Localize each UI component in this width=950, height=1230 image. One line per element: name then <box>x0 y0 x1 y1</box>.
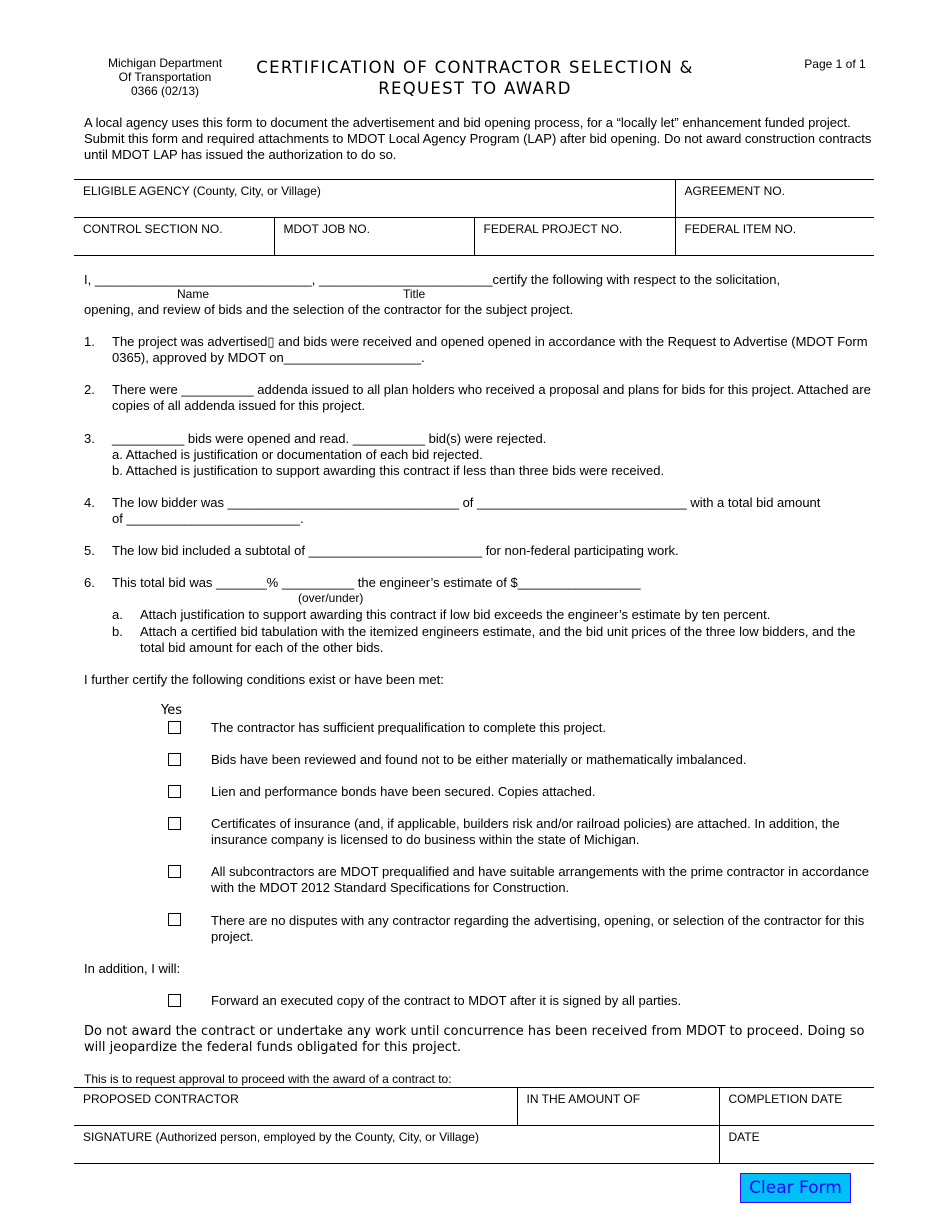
yes-column-label: Yes <box>161 703 182 718</box>
item-5-text: The low bid included a subtotal of ________________________ for non-federal participating work. <box>112 543 679 558</box>
contract-award-table <box>74 1087 874 1164</box>
agency-name-line2: Of Transportation <box>118 70 212 84</box>
condition-5-text: All subcontractors are MDOT prequalified and have suitable arrangements with the prime contractor in accordance with the MDOT 2012 Standard Specifications for Construction. <box>211 864 870 895</box>
item-2-number: 2. <box>84 382 95 397</box>
condition-3-text: Lien and performance bonds have been secured. Copies attached. <box>211 784 596 799</box>
condition-4-checkbox[interactable] <box>168 817 181 830</box>
title-label: Title <box>403 287 426 301</box>
condition-6-checkbox[interactable] <box>168 913 181 926</box>
item-2-text: There were __________ addenda issued to all plan holders who received a proposal and plans for bids for this project. Attached are copies of all addenda issued for this project. <box>112 382 871 413</box>
request-approval-text: This is to request approval to proceed with the award of a contract to: <box>84 1072 452 1086</box>
certify-line2: opening, and review of bids and the selection of the contractor for the subject project. <box>84 302 574 317</box>
page-number: Page 1 of 1 <box>804 57 866 71</box>
over-under-label: (over/under) <box>298 591 364 605</box>
condition-1-text: The contractor has sufficient prequalification to complete this project. <box>211 720 607 735</box>
agency-info-table <box>74 179 874 256</box>
agency-name-line1: Michigan Department <box>107 56 223 70</box>
condition-2-text: Bids have been reviewed and found not to be either materially or mathematically imbalanced. <box>211 752 747 767</box>
federal-item-field[interactable]: FEDERAL ITEM NO. <box>675 218 874 256</box>
award-warning-notice: Do not award the contract or undertake any work until concurrence has been received from MDOT to proceed. Doing so will jeopardize the federal funds obligated for this project. <box>84 1024 865 1055</box>
item-3-sub-b: b. Attached is justification to support awarding this contract if less than three bids were received. <box>112 463 665 478</box>
item-6-sub-b-letter: b. <box>112 624 123 639</box>
proposed-contractor-field[interactable]: PROPOSED CONTRACTOR <box>74 1088 517 1126</box>
item-3-number: 3. <box>84 431 95 446</box>
item-6-text: This total bid was _______% __________ the engineer’s estimate of $_________________ <box>112 575 641 590</box>
signature-field[interactable]: SIGNATURE (Authorized person, employed by the County, City, or Village) <box>74 1126 719 1164</box>
control-section-field[interactable]: CONTROL SECTION NO. <box>74 218 274 256</box>
form-number: 0366 (02/13) <box>130 84 200 98</box>
condition-6-text: There are no disputes with any contractor regarding the advertising, opening, or selection of the contractor for this project. <box>211 913 865 944</box>
item-1-number: 1. <box>84 334 95 349</box>
intro-paragraph: A local agency uses this form to document the advertisement and bid opening process, for a “locally let” enhancement funded project. Submit this form and required attachments to MDOT Local Agency Program (LAP) after bid opening. Do not award construction contracts until MDOT LAP has issued the authorization to do so. <box>84 115 872 162</box>
condition-2-checkbox[interactable] <box>168 753 181 766</box>
item-3-sub-a: a. Attached is justification or documentation of each bid rejected. <box>112 447 483 462</box>
item-6-sub-b: Attach a certified bid tabulation with the itemized engineers estimate, and the bid unit prices of the three low bidders, and the total bid amount for each of the other bids. <box>140 624 856 655</box>
condition-5-checkbox[interactable] <box>168 865 181 878</box>
agreement-no-field[interactable]: AGREEMENT NO. <box>675 180 874 218</box>
condition-3-checkbox[interactable] <box>168 785 181 798</box>
forward-contract-checkbox[interactable] <box>168 994 181 1007</box>
date-field[interactable]: DATE <box>719 1126 874 1164</box>
further-certify-text: I further certify the following conditions exist or have been met: <box>84 672 444 687</box>
clear-form-button[interactable]: Clear Form <box>740 1173 851 1203</box>
federal-project-field[interactable]: FEDERAL PROJECT NO. <box>474 218 675 256</box>
amount-field[interactable]: IN THE AMOUNT OF <box>517 1088 719 1126</box>
agency-header <box>80 56 250 98</box>
condition-1-checkbox[interactable] <box>168 721 181 734</box>
name-label: Name <box>177 287 210 301</box>
forward-contract-text: Forward an executed copy of the contract to MDOT after it is signed by all parties. <box>211 993 682 1008</box>
item-5-number: 5. <box>84 543 95 558</box>
title-line1: CERTIFICATION OF CONTRACTOR SELECTION & <box>256 58 694 77</box>
title-line2: REQUEST TO AWARD <box>378 79 572 98</box>
eligible-agency-field[interactable]: ELIGIBLE AGENCY (County, City, or Village) <box>74 180 675 218</box>
condition-4-text: Certificates of insurance (and, if applicable, builders risk and/or railroad policies) are attached. In addition, the insurance company is licensed to do business within the state of Michigan. <box>211 816 840 847</box>
mdot-job-field[interactable]: MDOT JOB NO. <box>274 218 474 256</box>
item-3-text <box>112 431 872 479</box>
item-4-text: The low bidder was ________________________________ of _____________________________ with a total bid amount of ________________________. <box>112 495 821 526</box>
item-1-text: The project was advertised▯ and bids were received and opened opened in accordance with the Request to Advertise (MDOT Form 0365), approved by MDOT on___________________. <box>112 334 868 365</box>
completion-date-field[interactable]: COMPLETION DATE <box>719 1088 874 1126</box>
item-6-sub-a: Attach justification to support awarding this contract if low bid exceeds the engineer’s estimate by ten percent. <box>140 607 771 622</box>
in-addition-label: In addition, I will: <box>84 961 181 976</box>
item-4-number: 4. <box>84 495 95 510</box>
certify-statement <box>84 272 874 288</box>
item-6-number: 6. <box>84 575 95 590</box>
item-6-sub-a-letter: a. <box>112 607 123 622</box>
page-title <box>240 57 710 99</box>
item-3-main: __________ bids were opened and read. __________ bid(s) were rejected. <box>112 431 547 446</box>
certify-line: I, ______________________________, ________________________certify the following with respect to the solicitation, <box>84 272 781 287</box>
